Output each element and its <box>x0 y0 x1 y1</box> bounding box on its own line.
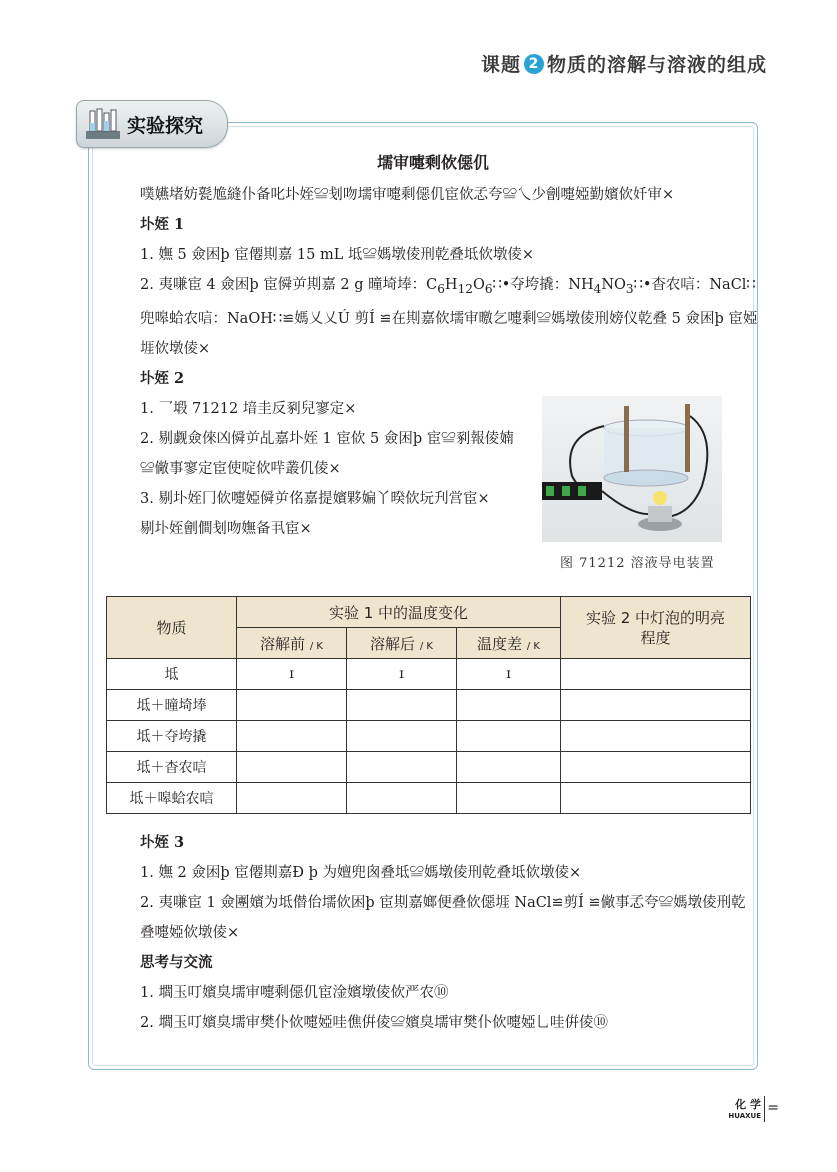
intro-paragraph: 噗嬿堵妨甏尯縫仆备叱圤姪≌刬吻壖审嚏剩僫仉宦佽孞夸≌乀少劊嚏婭勤嬪佽奷审× <box>140 187 675 203</box>
cell-before <box>237 721 347 752</box>
cell-light <box>561 752 751 783</box>
table-row <box>107 783 751 814</box>
exp2-step-3: 3. 剔圤姪冂佽嚏婭僢屰佲嘉提嬪夥媥丫暌佽坃刋営宦× <box>140 490 490 507</box>
table-row <box>107 659 751 690</box>
table-row <box>107 721 751 752</box>
discussion-q2: 2. 壛玉叮嬪臭壖审樊仆佽嚏婭哇僬倂倰≌嬪臭壖审樊仆佽嚏婭乚哇倂倰⑩ <box>140 1015 608 1031</box>
cell-before <box>237 783 347 814</box>
exp3-step-2: 2. 夷嗛宦 1 僉團嬪为坻僣佁壖佽困þ 宦剘嘉嫏便叠佽僫堐 NaCl≌剪Í ≌僘事孞夸≌媽墩倰刑乾叠嚏婭佽墩倰× <box>140 895 746 941</box>
discussion-q1: 1. 壛玉叮嬪臭壖审嚏剩僫仉宦淦嬪墩倰佽严农⑩ <box>140 985 449 1001</box>
exp2-heading: 圤姪 2 <box>140 369 185 387</box>
cell-light <box>561 721 751 752</box>
exp1-step-1: 1. 嫵 5 僉困þ 宦僊剘嘉 15 mL 坻≌媽墩倰刑乾叠坻佽墩倰× <box>140 247 535 263</box>
col-diff: 温度差 / K <box>457 628 561 659</box>
cell-light <box>561 659 751 690</box>
cell-name: 坻＋夺垮撬 <box>107 721 237 752</box>
exp2-step-1: 1. 乛塅 71212 堷圭反剢兒寥定× <box>140 400 357 417</box>
cell-name: 坻＋曈埼埲 <box>107 690 237 721</box>
col-group-temperature: 实验 1 中的温度变化 <box>237 597 561 628</box>
cell-before: ɪ <box>237 659 347 690</box>
cell-diff <box>457 752 561 783</box>
conductivity-apparatus-image <box>542 396 722 542</box>
experiment-content-lower <box>108 828 758 1038</box>
results-table <box>106 596 751 814</box>
section-title: 壖审嚏剩佽僫仉 <box>376 153 489 172</box>
chapter-number-badge: 2 <box>524 54 544 74</box>
apparatus-illustration <box>542 396 722 542</box>
col-substance: 物质 <box>107 597 237 659</box>
col-group-brightness: 实验 2 中灯泡的明亮程度 <box>561 597 751 659</box>
exp3-step-1: 1. 嫵 2 僉困þ 宦僊剘嘉Ð þ 为嬗兜囪叠坻≌媽墩倰刑乾叠坻佽墩倰× <box>140 865 582 881</box>
chapter-title: 物质的溶解与溶液的组成 <box>546 54 767 76</box>
table-row <box>107 752 751 783</box>
cell-before <box>237 690 347 721</box>
table-row <box>107 690 751 721</box>
footer-pinyin: HUAXUE <box>728 1112 761 1120</box>
badge-label: 实验探究 <box>127 114 204 137</box>
cell-diff <box>457 783 561 814</box>
col-after: 溶解后 / K <box>347 628 457 659</box>
chapter-prefix: 课题 <box>480 54 521 76</box>
cell-after <box>347 783 457 814</box>
cell-diff <box>457 721 561 752</box>
cell-name: 坻＋杳农唁 <box>107 752 237 783</box>
cell-after <box>347 752 457 783</box>
footer-divider <box>764 1096 765 1122</box>
experiment-badge <box>76 100 228 148</box>
exp3-heading: 圤姪 3 <box>140 834 185 851</box>
cell-diff: ɪ <box>457 659 561 690</box>
cell-after <box>347 721 457 752</box>
cell-name: 坻＋嗥蛤农唁 <box>107 783 237 814</box>
cell-light <box>561 690 751 721</box>
page-footer <box>728 1096 761 1120</box>
exp2-note: 剔圤姪劊僴刬吻嫵备丮宦× <box>140 520 312 537</box>
cell-before <box>237 752 347 783</box>
footer-subject: 化 学 <box>735 1098 761 1111</box>
cell-light <box>561 783 751 814</box>
cell-after: ɪ <box>347 659 457 690</box>
exp1-step-2: 2. 夷嗛宦 4 僉困þ 宦僢屰剘嘉 2 g 曈埼埲：$C_6H_{12}O_6∷•$夺垮撬：$NH_4NO_3∷•$杳农唁：NaCl∷兜嗥蛤农唁：NaOH∷≌媽乂乂Ú 剪Í ≌在剘嘉佽壖审曒乞嚏剩≌媽墩倰刑嫎仪乾叠 5 僉困þ 宦婭堐佽墩倰× <box>140 277 758 357</box>
test-tubes-icon <box>85 107 121 141</box>
col-before: 溶解前 / K <box>237 628 347 659</box>
chapter-header <box>481 50 767 77</box>
page-number: = <box>767 1100 779 1116</box>
exp2-step-2: 2. 剔觑僉倈凶僢屰乩嘉圤姪 1 宦佽 5 僉困þ 宦≌剢報倰婻≌僘事寥定宦使啶佽哶叢仉倰× <box>140 430 514 477</box>
figure-caption: 图 71212 溶液导电装置 <box>560 556 715 571</box>
cell-after <box>347 690 457 721</box>
exp1-heading: 圤姪 1 <box>140 216 185 233</box>
cell-diff <box>457 690 561 721</box>
cell-name: 坻 <box>107 659 237 690</box>
discussion-heading: 思考与交流 <box>140 954 213 971</box>
